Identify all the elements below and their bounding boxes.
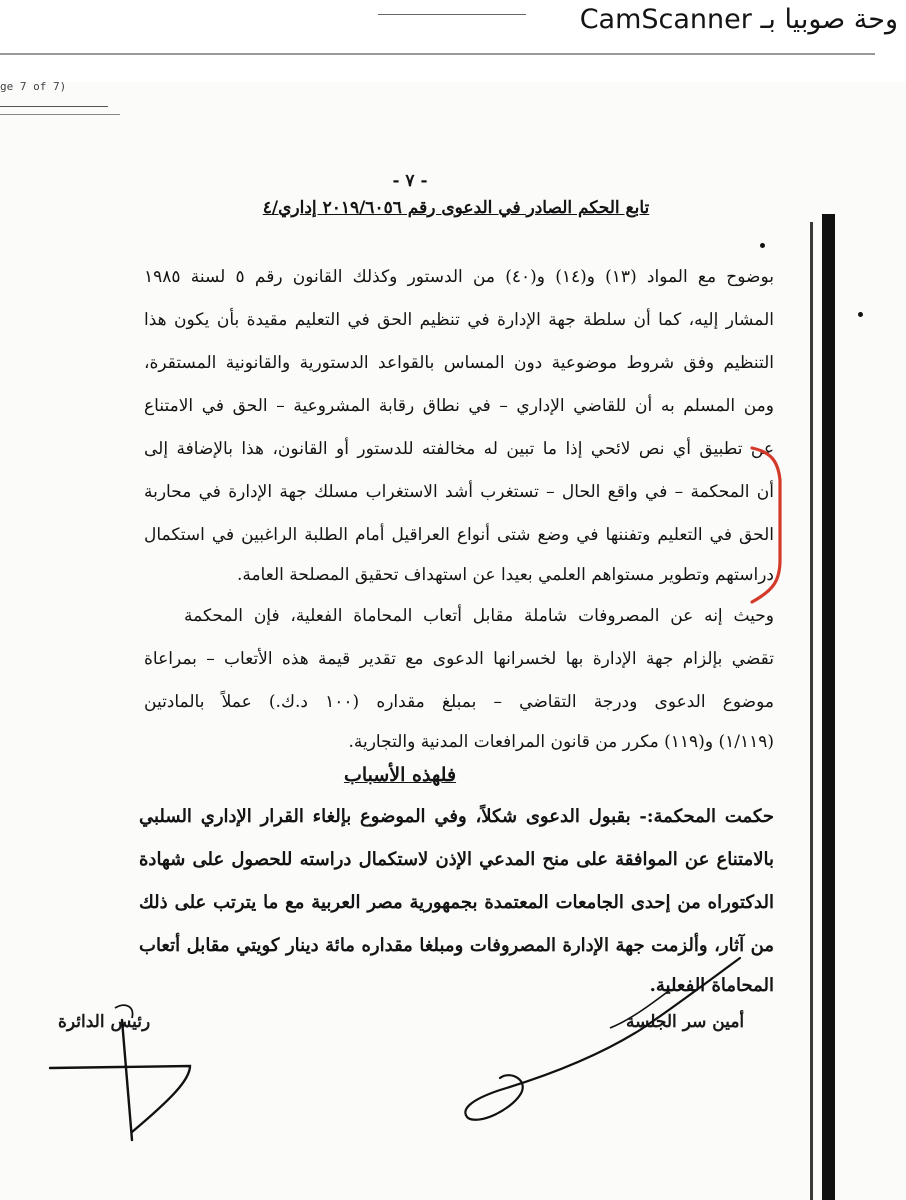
secretary-signature: [440, 950, 760, 1130]
page-number: - ٧ -: [392, 171, 428, 191]
camscanner-watermark: وحة صوبيا بـ CamScanner: [579, 4, 898, 35]
text-line: بوضوح مع المواد (١٣) و(١٤) و(٤٠) من الدستور وكذلك القانون رقم ٥ لسنة ١٩٨٥: [144, 267, 774, 287]
verdict-line: المحاماة الفعلية.: [649, 975, 774, 996]
text-line: الحق في التعليم وتفننها في وضع شتى أنواع العراقيل أمام الطلبة الراغبين في استكمال: [144, 525, 774, 545]
page-border-right-inner: [810, 222, 813, 1200]
scan-edge-rule: [0, 53, 875, 55]
header-rule: [0, 106, 108, 107]
secretary-label: أمين سر الجلسة: [626, 1012, 745, 1032]
text-line: وحيث إنه عن المصروفات شاملة مقابل أتعاب المحاماة الفعلية، فإن المحكمة: [184, 606, 774, 626]
text-line: ومن المسلم به أن للقاضي الإداري – في نطاق رقابة المشروعية – الحق في الامتناع: [144, 396, 774, 416]
verdict-line: حكمت المحكمة:- بقبول الدعوى شكلاً، وفي الموضوع بإلغاء القرار الإداري السلبي: [139, 806, 774, 827]
text-line: دراستهم وتطوير مستواهم العلمي بعيدا عن استهداف تحقيق المصلحة العامة.: [236, 565, 774, 585]
section-title: فلهذه الأسباب: [343, 764, 457, 786]
text-line: موضوع الدعوى ودرجة التقاضي – بمبلغ مقداره (١٠٠ د.ك.) عملاً بالمادتين: [144, 692, 774, 712]
header-rule-secondary: [0, 114, 120, 115]
verdict-line: من آثار، وألزمت جهة الإدارة المصروفات ومبلغا مقداره مائة دينار كويتي مقابل أتعاب: [139, 935, 774, 956]
speck-mark: [760, 243, 765, 248]
verdict-line: الدكتوراه من إحدى الجامعات المعتمدة بجمهورية مصر العربية مع ما يترتب على ذلك: [139, 892, 774, 913]
text-line: (١/١١٩) و(١١٩) مكرر من قانون المرافعات المدنية والتجارية.: [348, 732, 774, 752]
text-line: المشار إليه، كما أن سلطة جهة الإدارة في تنظيم الحق في التعليم مقيدة بأن يكون هذا: [144, 310, 774, 330]
page-border-right: [822, 214, 835, 1200]
verdict-line: بالامتناع عن الموافقة على منح المدعي الإذن لاستكمال دراسته للحصول على شهادة: [139, 849, 774, 870]
top-rule: [378, 14, 526, 15]
speck-mark: [858, 312, 863, 317]
text-line: التنظيم وفق شروط موضوعية دون المساس بالقواعد الدستورية والقانونية المستقرة،: [144, 353, 774, 373]
red-bracket-annotation: [740, 440, 790, 610]
text-line: تقضي بإلزام جهة الإدارة بها لخسرانها الدعوى مع تقدير قيمة هذه الأتعاب – بمراعاة: [144, 649, 774, 669]
document-heading: تابع الحكم الصادر في الدعوى رقم ٢٠١٩/٦٠٥٦ إداري/٤: [262, 198, 650, 218]
text-line: أن المحكمة – في واقع الحال – تستغرب أشد الاستغراب مسلك جهة الإدارة في محاربة: [144, 482, 774, 502]
president-label: رئيس الدائرة: [58, 1012, 151, 1032]
text-line: عن تطبيق أي نص لائحي إذا ما تبين له مخالفته للدستور أو القانون، هذا بالإضافة إلى: [144, 439, 774, 459]
page-reference: ge 7 of 7): [0, 80, 67, 93]
president-signature: [40, 1000, 200, 1150]
